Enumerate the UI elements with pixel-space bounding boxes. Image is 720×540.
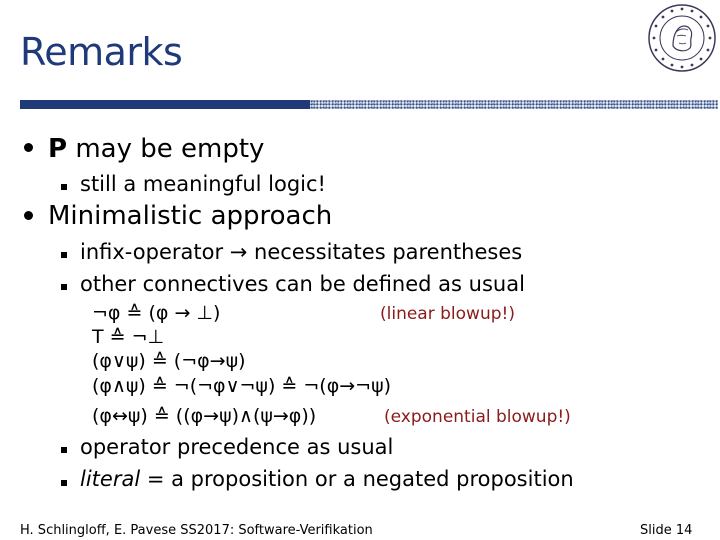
sub-bullet-square: [61, 447, 67, 453]
formula-negation: ¬φ ≙ (φ → ⊥): [92, 302, 221, 324]
bullet-text-rest: may be empty: [67, 134, 265, 164]
sub-bullet-text: operator precedence as usual: [80, 435, 394, 459]
bullet-bold-term: P: [48, 134, 68, 164]
sub-bullet-square: [61, 252, 67, 258]
sub-bullet-square: [61, 184, 67, 190]
sub-bullet-square: [61, 480, 67, 486]
formula-iff: (φ↔ψ) ≙ ((φ→ψ)∧(ψ→φ)): [92, 405, 317, 427]
formula-true: T ≙ ¬⊥: [92, 326, 165, 348]
bullet-text: [48, 134, 264, 164]
note-exponential-blowup: (exponential blowup!): [384, 407, 571, 427]
footer-authors: H. Schlingloff, E. Pavese SS2017: Software-Verifikation: [20, 523, 373, 538]
slide-number: Slide 14: [640, 523, 693, 538]
sub-bullet-text: other connectives can be defined as usual: [80, 272, 525, 296]
note-linear-blowup: (linear blowup!): [380, 304, 515, 324]
sub-bullet-text: still a meaningful logic!: [80, 172, 326, 196]
university-seal-icon: [646, 2, 718, 74]
bullet-dot: [24, 143, 33, 152]
slide-title: Remarks: [20, 30, 183, 74]
literal-term: literal: [80, 467, 141, 491]
literal-definition: = a proposition or a negated proposition: [140, 467, 574, 491]
bullet-text: Minimalistic approach: [48, 201, 333, 231]
bullet-dot: [24, 211, 33, 220]
formula-and: (φ∧ψ) ≙ ¬(¬φ∨¬ψ) ≙ ¬(φ→¬ψ): [92, 375, 392, 397]
title-divider: [20, 100, 718, 109]
formula-or: (φ∨ψ) ≙ (¬φ→ψ): [92, 350, 246, 372]
sub-bullet-text: infix-operator → necessitates parentheses: [80, 240, 523, 264]
sub-bullet-square: [61, 284, 67, 290]
sub-bullet-text: [80, 467, 574, 491]
